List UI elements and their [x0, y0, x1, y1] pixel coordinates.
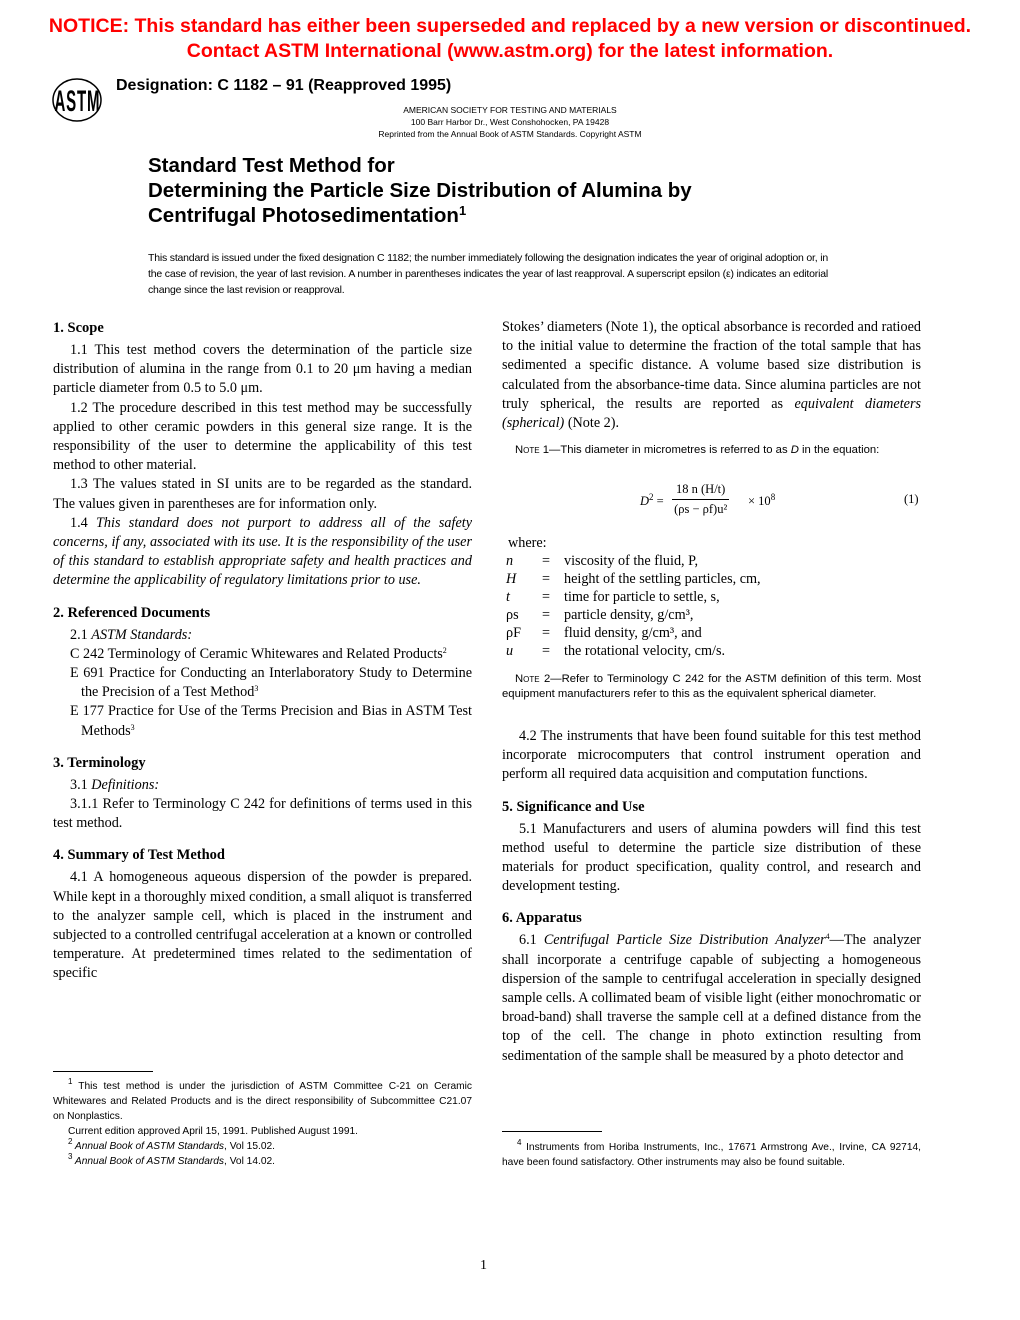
reprint-notice: Reprinted from the Annual Book of ASTM Standards. Copyright ASTM [378, 129, 642, 139]
footnote-mark[interactable]: 3 [130, 722, 135, 732]
title-text: Centrifugal Photosedimentation [148, 204, 459, 227]
para-1-4 [53, 514, 472, 591]
equals-sign: = [542, 553, 551, 569]
designation: Designation: C 1182 – 91 (Reapproved 1995) [116, 77, 452, 94]
equals-sign: = [542, 571, 551, 587]
para-number: 6.1 [519, 932, 544, 949]
para-text: Stokes’ diameters (Note 1), the optical absorbance is recorded and ratioed to the initial value to determine the fraction of the total sample that has sedimented a specific distance. A volume based size distribution is calculated from the absorbance-time data. Since alumina particles are not truly spherical, the results are reported as [502, 319, 921, 412]
footnote-4 [502, 1140, 921, 1170]
variable-table [506, 552, 761, 660]
equation-1 [640, 482, 925, 526]
note-text: —Refer to Terminology C 242 for the ASTM definition of this term. Most equipment manufacturers refer to this as the equivalent spherical diameter. [502, 673, 921, 700]
supersede-notice-line1: NOTICE: This standard has either been superseded and replaced by a new version or discontinued. [48, 15, 972, 37]
ref-e177 [53, 702, 472, 740]
subheading: Definitions: [91, 776, 160, 793]
variable-row [506, 624, 761, 642]
ref-text: C 242 Terminology of Ceramic Whitewares and Related Products [70, 645, 443, 662]
variable-D: D [790, 444, 799, 456]
note-text: —This diameter in micrometres is referred to as [549, 444, 791, 456]
subheading: ASTM Standards: [91, 626, 193, 643]
footnote-text: , Vol 14.02. [224, 1156, 276, 1167]
footnote-mark[interactable]: 4 [825, 932, 830, 942]
emphasis-text: equivalent diameters (spherical) [502, 395, 921, 432]
footnotes-right [502, 1140, 921, 1170]
multiplier: × 10 [748, 494, 771, 509]
para-4-1-continued [502, 318, 921, 433]
section-5-heading: 5. Significance and Use [502, 798, 645, 815]
note-1-text [502, 443, 921, 458]
footnote-number: 1 [68, 1077, 73, 1086]
document-title [148, 153, 692, 228]
equals-sign: = [542, 607, 551, 623]
variable-row [506, 552, 761, 570]
footnote-3 [53, 1154, 472, 1169]
equation-multiplier [748, 492, 775, 509]
variable-definition: the rotational velocity, cm/s. [564, 643, 726, 659]
para-number: 3.1 [70, 776, 92, 793]
title-line-3 [148, 203, 692, 228]
variable-row [506, 642, 761, 660]
exponent: 8 [770, 492, 776, 502]
section-3-heading: 3. Terminology [53, 754, 146, 771]
footnote-number: 2 [68, 1137, 73, 1146]
variable-symbol: u [506, 643, 514, 659]
variable-symbol: ρs [506, 607, 519, 623]
equals-sign: = [542, 589, 551, 605]
right-column-top [502, 318, 921, 433]
publisher-name: AMERICAN SOCIETY FOR TESTING AND MATERIALS [403, 105, 617, 115]
equation-fraction [672, 482, 729, 517]
footnote-text: This test method is under the jurisdiction of ASTM Committee C-21 on Ceramic Whitewares and Related Products and is the direct responsibility of Subcommittee C21.07 on Nonplastics. [53, 1081, 472, 1122]
para-text: (Note 2). [564, 415, 620, 432]
note-text: in the equation: [798, 444, 880, 456]
variable-definition: time for particle to settle, s, [564, 589, 720, 605]
right-column-bottom [502, 727, 921, 1066]
equals-sign: = [542, 625, 551, 641]
footnote-2 [53, 1139, 472, 1154]
astm-logo-icon [52, 78, 102, 122]
footnote-1 [53, 1079, 472, 1124]
variable-definition: fluid density, g/cm³, and [564, 625, 702, 641]
footnote-title: Annual Book of ASTM Standards [72, 1141, 225, 1152]
footnote-text: Instruments from Horiba Instruments, Inc., 17671 Armstrong Ave., Irvine, CA 92714, have been found satisfactory. Other instruments may also be found suitable. [502, 1142, 921, 1168]
footnote-title: Annual Book of ASTM Standards [72, 1156, 225, 1167]
variable-row [506, 570, 761, 588]
publisher-address: 100 Barr Harbor Dr., West Conshohocken, PA 19428 [410, 117, 610, 127]
ref-text: E 691 Practice for Conducting an Interlaboratory Study to Determine the Precision of a Test Method [70, 665, 472, 701]
safety-statement: This standard does not purport to address all of the safety concerns, if any, associated with its use. It is the responsibility of the user of this standard to establish appropriate safety and health practices and determine the applicability of regulatory limitations prior to use. [53, 514, 472, 589]
para-3-1-1: 3.1.1 Refer to Terminology C 242 for definitions of terms used in this test method. [53, 796, 472, 832]
footnote-number: 4 [517, 1138, 522, 1147]
para-number: 2.1 [70, 626, 92, 643]
para-1-1: 1.1 This test method covers the determination of the particle size distribution of alumina in the range from 0.1 to 20 μm having a median particle diameter from 0.5 to 5.0 μm. [53, 342, 472, 397]
note-label: Note 1 [515, 444, 550, 456]
variable-symbol: H [506, 571, 517, 587]
supersede-notice-line2: Contact ASTM International (www.astm.org) for the latest information. [186, 40, 834, 62]
para-2-1 [53, 626, 472, 645]
para-3-1 [53, 776, 472, 795]
numerator: 18 n (H/t) [672, 482, 729, 500]
publisher-info [300, 104, 720, 140]
variable-symbol: t [506, 589, 510, 605]
para-number: 1.4 [70, 514, 97, 531]
title-line-1: Standard Test Method for [148, 154, 395, 177]
title-footnote-mark[interactable]: 1 [458, 203, 467, 218]
equation-lhs: $D^2$ = [640, 492, 664, 509]
where-label: where: [508, 535, 547, 551]
note-2-text [502, 672, 921, 702]
footnote-mark[interactable]: 2 [442, 645, 447, 655]
equation-lhs-var: D [640, 494, 650, 509]
variable-symbol: n [506, 553, 514, 569]
para-1-2: 1.2 The procedure described in this test method may be successfully applied to other ceramic powders in this general size range. It is the responsibility of the user to determine the applicability of this test method to other material. [53, 399, 472, 474]
section-4-heading: 4. Summary of Test Method [53, 847, 225, 864]
para-5-1: 5.1 Manufacturers and users of alumina powders will find this test method useful to determine the particle size distribution of these materials for product specification, quality control, and research and development testing. [502, 820, 921, 895]
equation-number: (1) [904, 492, 919, 506]
equals-sign: = [542, 643, 551, 659]
para-4-1: 4.1 A homogeneous aqueous dispersion of the powder is prepared. While kept in a thoroughly mixed condition, a small aliquot is transferred to the analyzer sample cell, which is placed in the instrument and subjected to a controlled centrifugal acceleration at a known or controlled temperature. At predetermined times related to the sedimentation of specific [53, 869, 472, 982]
para-text: —The analyzer shall incorporate a centrifuge capable of subjecting a homogeneous dispersion of the sample to centrifugal acceleration in specially designed sample cells. A collimated beam of visible light (either monochromatic or broad-band) shall traverse the sample cell at a defined distance from the top of the cell. The change in photo extinction resulting from sedimentation of the sample shall be measured by a photo detector and [502, 932, 922, 1064]
footnote-divider [502, 1131, 602, 1132]
para-6-1 [502, 931, 921, 1065]
variable-symbol: ρF [506, 625, 521, 641]
note-2 [502, 672, 921, 702]
footnote-text: , Vol 15.02. [224, 1141, 276, 1152]
left-column [53, 318, 472, 984]
ref-c242 [53, 645, 472, 664]
exponent: 2 [649, 492, 654, 502]
footnotes-left [53, 1079, 472, 1169]
footnote-1-edition: Current edition approved April 15, 1991. Published August 1991. [68, 1126, 358, 1137]
variable-definition: height of the settling particles, cm, [564, 571, 761, 587]
variable-row [506, 588, 761, 606]
denominator: (ρs − ρf)u² [674, 502, 728, 516]
footnote-number: 3 [68, 1152, 73, 1161]
footnote-divider [53, 1071, 153, 1072]
page-number: 1 [480, 1258, 487, 1273]
svg-text:ASTM: ASTM [54, 85, 100, 119]
apparatus-name: Centrifugal Particle Size Distribution Analyzer [543, 932, 826, 949]
issuance-statement: This standard is issued under the fixed designation C 1182; the number immediately following the designation indicates the year of original adoption or, in the case of revision, the year of last revision. A number in parentheses indicates the year of last reapproval. A superscript epsilon (ε) indicates an editorial change since the last revision or reapproval. [148, 252, 828, 296]
variable-definition: particle density, g/cm³, [564, 607, 694, 623]
section-2-heading: 2. Referenced Documents [53, 604, 211, 621]
variable-row [506, 606, 761, 624]
variable-definitions [506, 534, 761, 660]
para-1-3: 1.3 The values stated in SI units are to be regarded as the standard. The values given in parentheses are for information only. [53, 476, 472, 512]
note-1 [502, 443, 921, 458]
variable-definition: viscosity of the fluid, P, [564, 553, 698, 569]
section-1-heading: 1. Scope [53, 320, 104, 336]
title-line-2: Determining the Particle Size Distribution of Alumina by [148, 179, 692, 202]
ref-e691 [53, 664, 472, 702]
para-4-2: 4.2 The instruments that have been found suitable for this test method incorporate microcomputers that control instrument operation and perform all required data acquisition and computation functions. [502, 728, 921, 783]
section-6-heading: 6. Apparatus [502, 910, 582, 927]
note-label: Note 2 [515, 673, 551, 685]
footnote-mark[interactable]: 3 [254, 684, 259, 694]
ref-text: E 177 Practice for Use of the Terms Precision and Bias in ASTM Test Methods [70, 703, 472, 739]
